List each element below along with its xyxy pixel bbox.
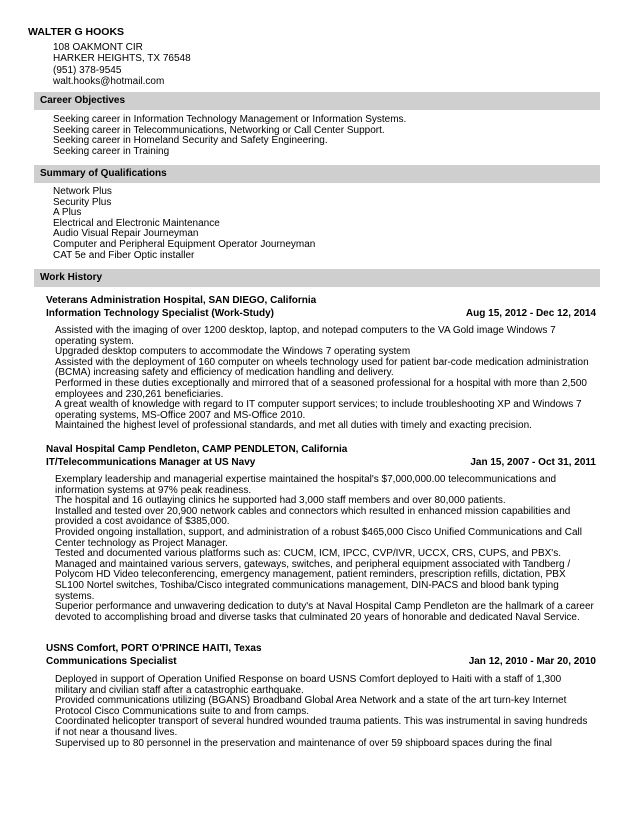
duty-item: Provided ongoing installation, support, and administration of a robust $465,000 Cisco Unified Communications and Call Center technology as Project Manager.: [55, 526, 582, 549]
job-employer: Naval Hospital Camp Pendleton, CAMP PENDLETON, California: [46, 444, 348, 455]
objectives-list: [53, 115, 406, 157]
section-header-career-objectives: Career Objectives: [34, 92, 600, 110]
candidate-name: WALTER G HOOKS: [28, 26, 125, 38]
qualification-item: A Plus: [53, 207, 82, 219]
duty-item: Provided communications utilizing (BGANS) Broadband Global Area Network and a state of the art turn-key Internet Protocol Cisco Communications suite to and from camps.: [55, 695, 567, 717]
qualification-item: Security Plus: [53, 196, 112, 208]
duty-item: The hospital and 16 outlaying clinics he supported had 3,000 staff members and over 80,000 patients.: [55, 495, 506, 507]
job-employer: USNS Comfort, PORT O'PRINCE HAITI, Texas: [46, 643, 262, 654]
qualification-item: Audio Visual Repair Journeyman: [53, 228, 199, 240]
duty-item: Supervised up to 80 personnel in the preservation and maintenance of over 59 shipboard spaces during the final: [55, 737, 552, 749]
qualifications-list: [53, 187, 315, 261]
duty-item: Exemplary leadership and managerial expertise maintained the hospital's $7,000,000.00 telecommunications and information systems at 97% peak readiness.: [55, 474, 557, 496]
job-duties: [55, 475, 595, 623]
duty-item: Deployed in support of Operation Unified Response on board USNS Comfort deployed to Haiti with a staff of 1,300 military and civilian staff after a catastrophic earthquake.: [55, 674, 562, 696]
job-header: [46, 444, 596, 469]
duty-item: Upgraded desktop computers to accommodate the Windows 7 operating system: [55, 346, 411, 358]
duty-item: Performed in these duties exceptionally and mirrored that of a seasoned professional for a hospital with more than 2,500 employees and 230,261 beneficiaries.: [55, 377, 587, 400]
job-header: [46, 643, 596, 668]
job-title: IT/Telecommunications Manager at US Navy: [46, 456, 256, 468]
section-header-qualifications: Summary of Qualifications: [34, 165, 600, 183]
duty-item: A great wealth of knowledge with regard to IT computer support services; to include troubleshooting XP and Windows 7 operating systems, MS-Office 2007 and MS-Office 2010.: [55, 399, 582, 421]
duty-item: Coordinated helicopter transport of several hundred wounded trauma patients. This was instrumental in saving hundreds if not near a thousand lives.: [55, 716, 588, 738]
duty-item: Managed and maintained various servers, gateways, switches, and peripheral equipment associated with Tandberg / Polycom HD Video teleconferencing, emergency management, patient reminders, prescription refills, dictation, PBX SL100 Nortel switches, Toshiba/Cisco integrated communications management, DIN-PACS and blood bank typing systems.: [55, 558, 571, 602]
duty-item: Assisted with the imaging of over 1200 desktop, laptop, and notepad computers to the VA Gold image Windows 7 operating system.: [55, 325, 556, 347]
duty-item: Installed and tested over 20,900 network cables and connectors which resulted in enhanced mission capabilities and provided a cost avoidance of $385,000.: [55, 505, 571, 528]
job-duties: [55, 326, 595, 432]
qualification-item: CAT 5e and Fiber Optic installer: [53, 249, 195, 261]
job-duties: [55, 675, 595, 749]
job-dates: Jan 15, 2007 - Oct 31, 2011: [470, 456, 596, 468]
job-dates: Aug 15, 2012 - Dec 12, 2014: [465, 307, 596, 319]
duty-item: Maintained the highest level of professional standards, and met all duties with timely and exacting precision.: [55, 420, 532, 432]
qualification-item: Computer and Peripheral Equipment Operator Journeyman: [53, 238, 316, 250]
contact-block: [53, 42, 191, 87]
address-line-1: 108 OAKMONT CIR: [53, 42, 143, 53]
objective-item: Seeking career in Telecommunications, Networking or Call Center Support.: [53, 124, 385, 136]
objective-item: Seeking career in Training: [53, 145, 170, 157]
job-header: [46, 295, 596, 320]
duty-item: Assisted with the deployment of 160 computer on wheels technology used for patient bar-code medication administration (BCMA) increasing safety and efficiency of medication handling and delivery.: [55, 356, 589, 379]
qualification-item: Electrical and Electronic Maintenance: [53, 217, 220, 229]
address-line-2: HARKER HEIGHTS, TX 76548: [53, 53, 191, 65]
objective-item: Seeking career in Information Technology Management or Information Systems.: [53, 114, 407, 125]
email-address: walt.hooks@hotmail.com: [53, 75, 165, 87]
duty-item: Superior performance and unwavering dedication to duty's at Naval Hospital Camp Pendleton are the hallmark of a career devoted to accomplishing broad and diverse tasks that culminated 20 years of honorable and dedicated Naval Service.: [55, 601, 594, 623]
job-dates: Jan 12, 2010 - Mar 20, 2010: [468, 655, 596, 667]
qualification-item: Network Plus: [53, 186, 112, 197]
objective-item: Seeking career in Homeland Security and Safety Engineering.: [53, 135, 328, 147]
job-title: Communications Specialist: [46, 655, 177, 667]
phone-number: (951) 378-9545: [53, 64, 122, 76]
section-header-work-history: Work History: [34, 269, 600, 287]
job-employer: Veterans Administration Hospital, SAN DIEGO, California: [46, 295, 317, 306]
duty-item: Tested and documented various platforms such as: CUCM, ICM, IPCC, CVP/IVR, UCCX, CRS, CUPS, and PBX's.: [55, 548, 561, 560]
job-title: Information Technology Specialist (Work-Study): [46, 307, 274, 319]
